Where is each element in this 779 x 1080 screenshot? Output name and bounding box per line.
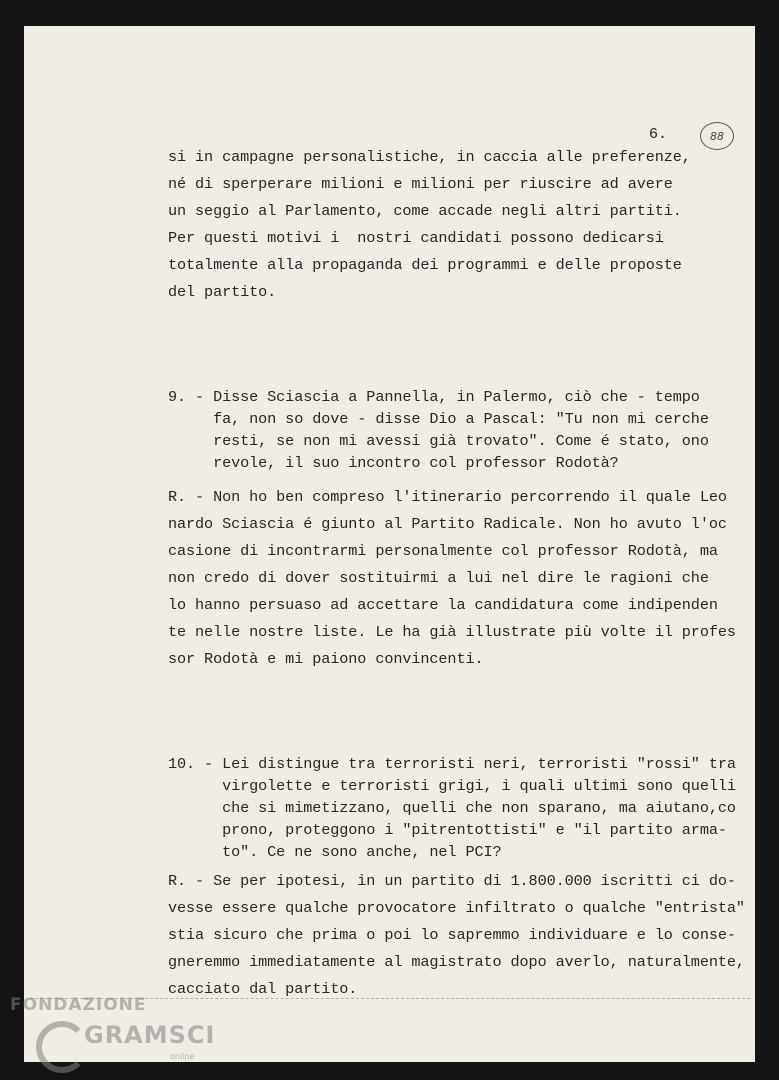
answer-10-line: gneremmo immediatamente al magistrato dopo averlo, naturalmente, bbox=[168, 953, 745, 971]
answer-9-line: sor Rodotà e mi paiono convincenti. bbox=[168, 650, 484, 668]
archive-stamp: 88 bbox=[700, 122, 734, 150]
answer-9-line: nardo Sciascia é giunto al Partito Radicale. Non ho avuto l'oc bbox=[168, 515, 727, 533]
text-line: totalmente alla propaganda dei programmi e delle proposte bbox=[168, 256, 682, 274]
watermark-name: GRAMSCI bbox=[84, 1021, 216, 1049]
question-9-line: fa, non so dove - disse Dio a Pascal: "Tu non mi cerche bbox=[168, 410, 709, 428]
answer-9-line: lo hanno persuaso ad accettare la candidatura come indipenden bbox=[168, 596, 718, 614]
question-10-line: virgolette e terroristi grigi, i quali ultimi sono quelli bbox=[168, 777, 736, 795]
question-9-line: resti, se non mi avessi già trovato". Come é stato, ono bbox=[168, 432, 709, 450]
answer-10-line: stia sicuro che prima o poi lo sapremmo individuare e lo conse- bbox=[168, 926, 736, 944]
answer-10-line: vesse essere qualche provocatore infiltrato o qualche "entrista" bbox=[168, 899, 745, 917]
question-10-line: to". Ce ne sono anche, nel PCI? bbox=[168, 843, 502, 861]
question-10-line: prono, proteggono i "pitrentottisti" e "il partito arma- bbox=[168, 821, 727, 839]
text-line: Per questi motivi i nostri candidati possono dedicarsi bbox=[168, 229, 664, 247]
watermark-sub: online bbox=[170, 1052, 195, 1061]
answer-9-line: R. - Non ho ben compreso l'itinerario percorrendo il quale Leo bbox=[168, 488, 727, 506]
question-10-line: che si mimetizzano, quelli che non sparano, ma aiutano,co bbox=[168, 799, 736, 817]
text-line: un seggio al Parlamento, come accade negli altri partiti. bbox=[168, 202, 682, 220]
watermark-logo bbox=[10, 995, 216, 1073]
page-number: 6. bbox=[649, 126, 668, 143]
watermark-g-icon bbox=[36, 1021, 88, 1073]
watermark-top-text: FONDAZIONE bbox=[10, 995, 147, 1015]
text-line: del partito. bbox=[168, 283, 277, 301]
answer-10-line: cacciato dal partito. bbox=[168, 980, 358, 998]
question-9-line: 9. - Disse Sciascia a Pannella, in Palermo, ciò che - tempo bbox=[168, 388, 700, 406]
question-9-line: revole, il suo incontro col professor Rodotà? bbox=[168, 454, 619, 472]
answer-9-line: casione di incontrarmi personalmente col professor Rodotà, ma bbox=[168, 542, 718, 560]
question-10-line: 10. - Lei distingue tra terroristi neri, terroristi "rossi" tra bbox=[168, 755, 736, 773]
text-line: né di sperperare milioni e milioni per riuscire ad avere bbox=[168, 175, 673, 193]
document-page bbox=[24, 26, 755, 1062]
answer-9-line: non credo di dover sostituirmi a lui nel dire le ragioni che bbox=[168, 569, 709, 587]
answer-9-line: te nelle nostre liste. Le ha già illustrate più volte il profes bbox=[168, 623, 736, 641]
answer-10-line: R. - Se per ipotesi, in un partito di 1.800.000 iscritti ci do- bbox=[168, 872, 736, 890]
text-line: si in campagne personalistiche, in caccia alle preferenze, bbox=[168, 148, 691, 166]
